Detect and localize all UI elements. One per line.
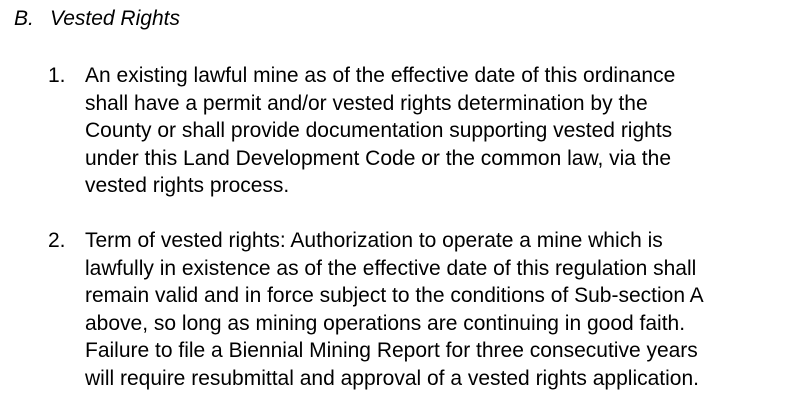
- list-item-line: vested rights process.: [85, 174, 290, 197]
- list-item-line: County or shall provide documentation supporting vested rights: [85, 119, 673, 142]
- list-item-number: 2.: [48, 229, 66, 252]
- list-item-line: above, so long as mining operations are continuing in good faith.: [85, 311, 686, 335]
- list-item-line: Term of vested rights: Authorization to operate a mine which is: [85, 229, 663, 252]
- list-item-line: shall have a permit and/or vested rights determination by the: [85, 91, 648, 115]
- section-letter: B.: [14, 7, 34, 30]
- list-item-line: An existing lawful mine as of the effective date of this ordinance: [85, 64, 676, 87]
- list-item: [48, 227, 808, 392]
- list-item-line: will require resubmittal and approval of a vested rights application.: [85, 366, 699, 390]
- list-item-number: 1.: [48, 64, 66, 87]
- list-item-line: Failure to file a Biennial Mining Report for three consecutive years: [85, 339, 698, 362]
- list-item-line: under this Land Development Code or the common law, via the: [85, 146, 672, 170]
- list-item: [48, 62, 808, 200]
- list-item-line: remain valid and in force subject to the conditions of Sub-section A: [85, 284, 704, 307]
- section-title: Vested Rights: [50, 7, 180, 30]
- list-item-line: lawfully in existence as of the effective date of this regulation shall: [85, 256, 697, 280]
- section-heading: [14, 5, 180, 33]
